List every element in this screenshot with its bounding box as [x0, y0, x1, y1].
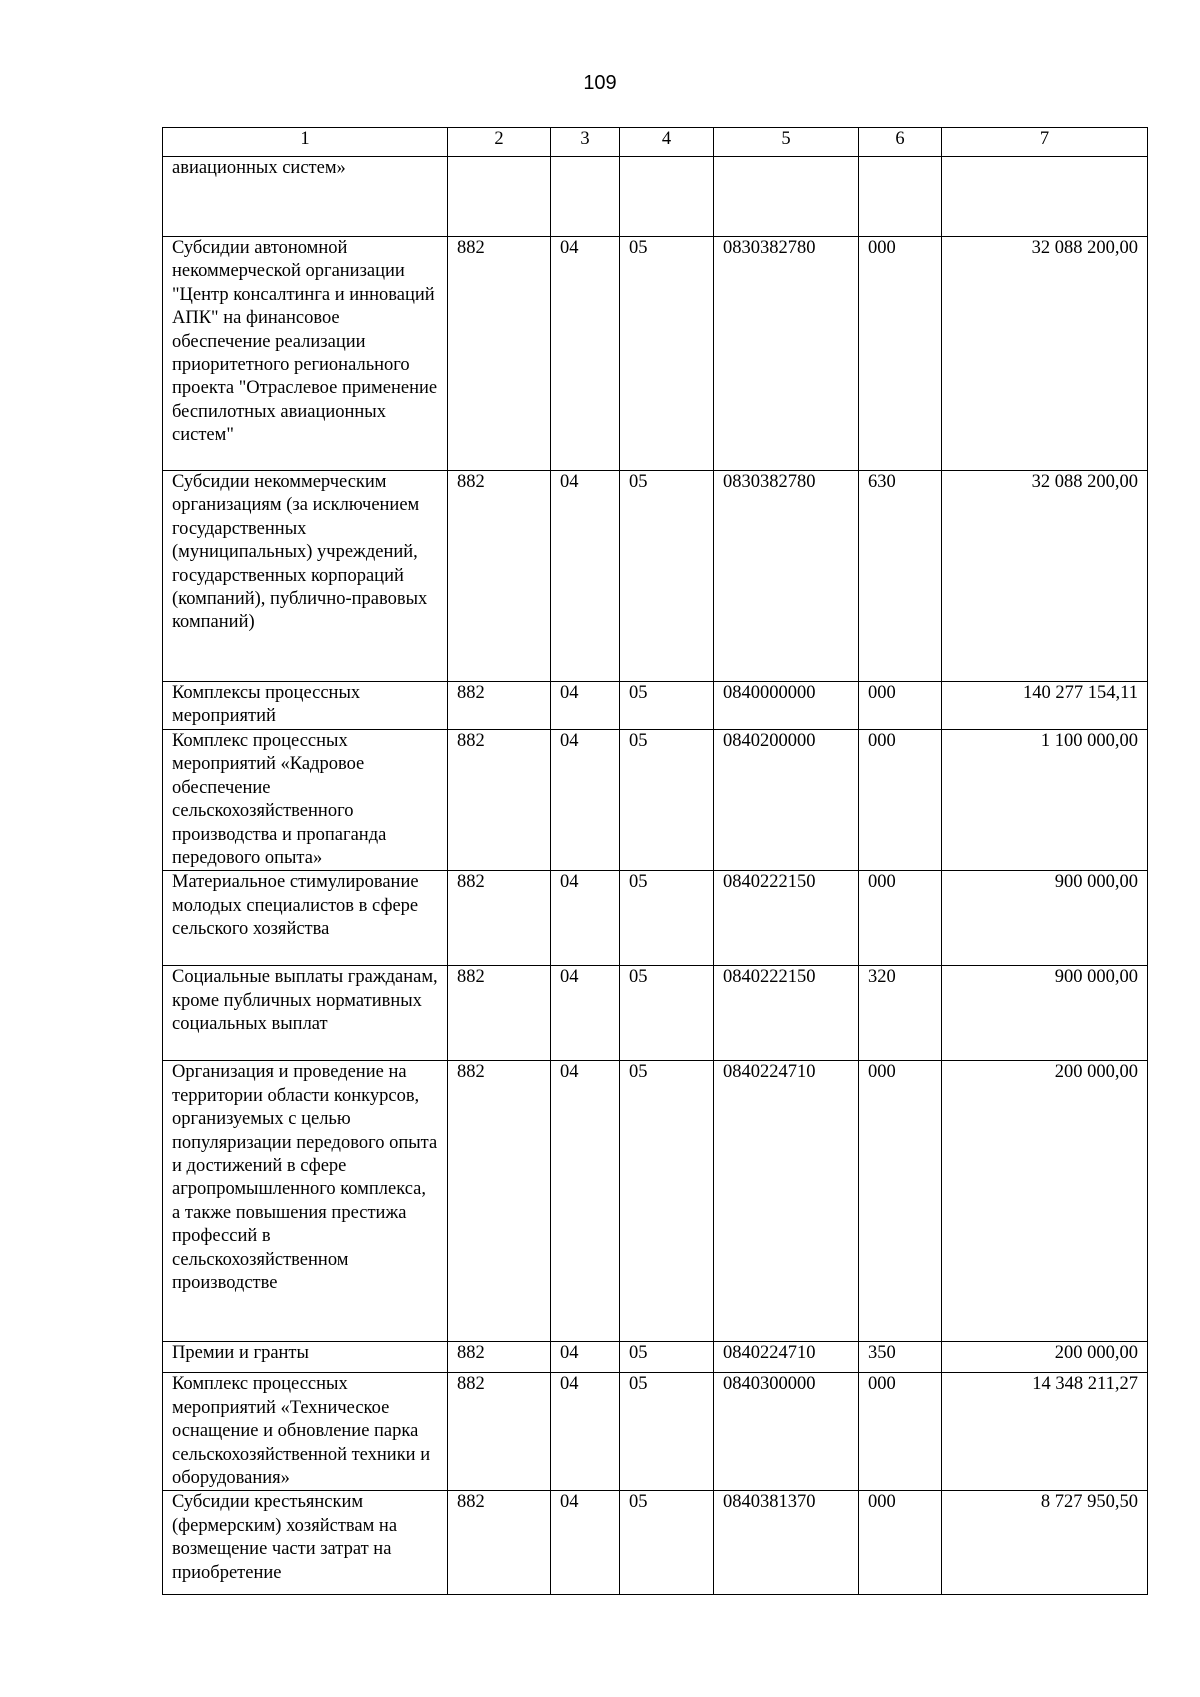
row-code-cell: 882	[448, 1061, 551, 1342]
table-row	[163, 1491, 1148, 1595]
row-section-cell	[551, 157, 620, 237]
row-subsection-cell: 05	[620, 471, 714, 682]
row-target-cell: 0840200000	[714, 730, 859, 871]
table-row	[163, 871, 1148, 966]
row-subsection-cell: 05	[620, 1061, 714, 1342]
row-name-cell: Социальные выплаты гражданам, кроме публичных нормативных социальных выплат	[163, 966, 448, 1061]
row-amount-cell: 14 348 211,27	[942, 1373, 1148, 1491]
row-target-cell: 0830382780	[714, 237, 859, 471]
row-subsection-cell: 05	[620, 1373, 714, 1491]
row-type-cell: 630	[859, 471, 942, 682]
header-cell: 5	[714, 128, 859, 157]
row-type-cell: 000	[859, 682, 942, 730]
row-amount-cell: 32 088 200,00	[942, 237, 1148, 471]
row-amount-cell: 200 000,00	[942, 1342, 1148, 1373]
row-target-cell: 0840222150	[714, 871, 859, 966]
row-target-cell	[714, 157, 859, 237]
row-name-cell: авиационных систем»	[163, 157, 448, 237]
row-code-cell: 882	[448, 237, 551, 471]
header-cell: 6	[859, 128, 942, 157]
row-type-cell: 000	[859, 1491, 942, 1595]
budget-table	[162, 127, 1148, 1595]
row-target-cell: 0830382780	[714, 471, 859, 682]
row-type-cell: 000	[859, 1061, 942, 1342]
row-section-cell: 04	[551, 237, 620, 471]
row-amount-cell: 140 277 154,11	[942, 682, 1148, 730]
row-amount-cell: 900 000,00	[942, 871, 1148, 966]
row-name-cell: Субсидии крестьянским (фермерским) хозяйствам на возмещение части затрат на приобретение	[163, 1491, 448, 1595]
row-section-cell: 04	[551, 1373, 620, 1491]
row-subsection-cell: 05	[620, 237, 714, 471]
row-subsection-cell: 05	[620, 1491, 714, 1595]
row-name-cell: Комплекс процессных мероприятий «Техническое оснащение и обновление парка сельскохозяйственной техники и оборудования»	[163, 1373, 448, 1491]
row-section-cell: 04	[551, 1061, 620, 1342]
row-section-cell: 04	[551, 1342, 620, 1373]
row-type-cell: 000	[859, 237, 942, 471]
row-amount-cell: 900 000,00	[942, 966, 1148, 1061]
row-name-cell: Комплекс процессных мероприятий «Кадровое обеспечение сельскохозяйственного производства и пропаганда передового опыта»	[163, 730, 448, 871]
row-section-cell: 04	[551, 730, 620, 871]
row-name-cell: Комплексы процессных мероприятий	[163, 682, 448, 730]
row-name-cell: Премии и гранты	[163, 1342, 448, 1373]
row-code-cell: 882	[448, 1342, 551, 1373]
table-row	[163, 1342, 1148, 1373]
row-target-cell: 0840381370	[714, 1491, 859, 1595]
row-type-cell: 000	[859, 1373, 942, 1491]
row-type-cell: 000	[859, 730, 942, 871]
row-code-cell: 882	[448, 1373, 551, 1491]
page-number: 109	[583, 72, 617, 94]
header-cell: 4	[620, 128, 714, 157]
row-amount-cell	[942, 157, 1148, 237]
row-subsection-cell: 05	[620, 871, 714, 966]
row-name-cell: Субсидии автономной некоммерческой организации "Центр консалтинга и инноваций АПК" на финансовое обеспечение реализации приоритетного регионального проекта "Отраслевое применение беспилотных авиационных систем"	[163, 237, 448, 471]
header-cell: 7	[942, 128, 1148, 157]
row-subsection-cell: 05	[620, 966, 714, 1061]
header-cell: 2	[448, 128, 551, 157]
row-section-cell: 04	[551, 1491, 620, 1595]
row-amount-cell: 1 100 000,00	[942, 730, 1148, 871]
row-subsection-cell	[620, 157, 714, 237]
row-code-cell: 882	[448, 871, 551, 966]
header-cell: 1	[163, 128, 448, 157]
row-section-cell: 04	[551, 471, 620, 682]
row-code-cell: 882	[448, 730, 551, 871]
row-target-cell: 0840000000	[714, 682, 859, 730]
row-target-cell: 0840222150	[714, 966, 859, 1061]
row-type-cell: 000	[859, 871, 942, 966]
row-type-cell: 350	[859, 1342, 942, 1373]
table-row	[163, 1061, 1148, 1342]
table-row	[163, 237, 1148, 471]
table-row	[163, 471, 1148, 682]
row-subsection-cell: 05	[620, 730, 714, 871]
row-name-cell: Материальное стимулирование молодых специалистов в сфере сельского хозяйства	[163, 871, 448, 966]
table-row	[163, 682, 1148, 730]
row-target-cell: 0840224710	[714, 1061, 859, 1342]
row-section-cell: 04	[551, 871, 620, 966]
table-row	[163, 966, 1148, 1061]
header-cell: 3	[551, 128, 620, 157]
table-header-row	[163, 128, 1148, 157]
row-section-cell: 04	[551, 682, 620, 730]
row-type-cell: 320	[859, 966, 942, 1061]
row-code-cell: 882	[448, 682, 551, 730]
row-subsection-cell: 05	[620, 1342, 714, 1373]
row-type-cell	[859, 157, 942, 237]
row-code-cell: 882	[448, 471, 551, 682]
row-code-cell	[448, 157, 551, 237]
row-code-cell: 882	[448, 1491, 551, 1595]
row-amount-cell: 200 000,00	[942, 1061, 1148, 1342]
row-amount-cell: 8 727 950,50	[942, 1491, 1148, 1595]
row-section-cell: 04	[551, 966, 620, 1061]
row-name-cell: Организация и проведение на территории области конкурсов, организуемых с целью популяризации передового опыта и достижений в сфере агропромышленного комплекса, а также повышения престижа профессий в сельскохозяйственном производстве	[163, 1061, 448, 1342]
table-row	[163, 730, 1148, 871]
table-row	[163, 157, 1148, 237]
row-amount-cell: 32 088 200,00	[942, 471, 1148, 682]
row-target-cell: 0840224710	[714, 1342, 859, 1373]
row-subsection-cell: 05	[620, 682, 714, 730]
table-row	[163, 1373, 1148, 1491]
row-name-cell: Субсидии некоммерческим организациям (за исключением государственных (муниципальных) учреждений, государственных корпораций (компаний), публично-правовых компаний)	[163, 471, 448, 682]
row-target-cell: 0840300000	[714, 1373, 859, 1491]
row-code-cell: 882	[448, 966, 551, 1061]
